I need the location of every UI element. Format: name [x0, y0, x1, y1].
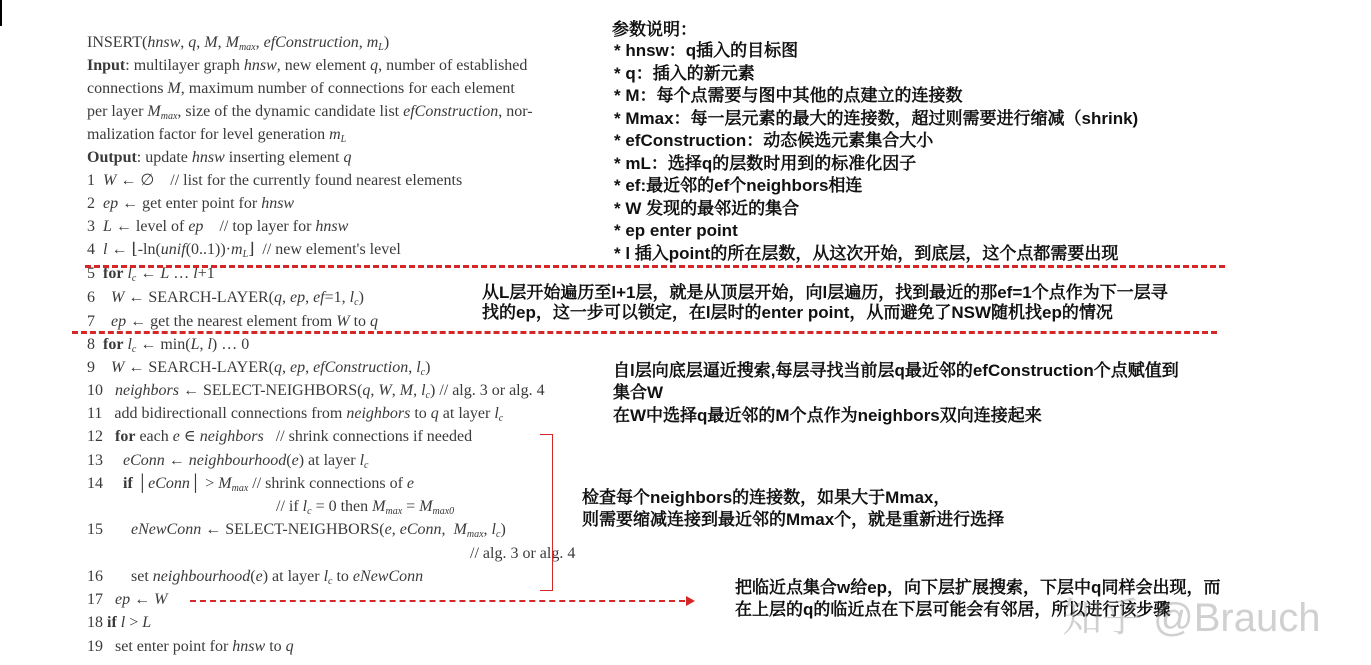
note2-line-1: 自l层向底层逼近搜索,每层寻找当前层q最近邻的efConstruction个点赋值到 — [613, 361, 1179, 380]
input-line-1: Input: multilayer graph hnsw, new element q, number of established — [87, 57, 528, 74]
algo-line-11: 11 add bidirectionall connections from neighbors to q at layer $l_c$ — [87, 405, 504, 424]
algo-line-17: 17 ep ← W — [87, 591, 168, 608]
params-title: 参数说明： — [612, 20, 697, 39]
algo-line-10: 10 neighbors ← SELECT-NEIGHBORS(q, W, M, $l_c$) // alg. 3 or alg. 4 — [87, 382, 545, 401]
algo-line-2: 2 ep ← get enter point for hnsw — [87, 195, 295, 212]
input-line-2: connections M, maximum number of connections for each element — [87, 80, 515, 97]
note1-line-1: 从L层开始遍历至l+1层，就是从顶层开始，向l层遍历，找到最近的那ef=1个点作为下一层寻 — [482, 283, 1168, 302]
algo-line-13: 13 eConn ← neighbourhood(e) at layer $l_c$ — [87, 452, 369, 471]
param-item: * ef:最近邻的ef个neighbors相连 — [614, 176, 863, 195]
input-line-3: per layer $M_{max}$, size of the dynamic candidate list efConstruction, nor- — [87, 103, 533, 122]
note4-line-1: 把临近点集合w给ep，向下层扩展搜索，下层中q同样会出现，而 — [735, 578, 1221, 597]
arrow-dash — [190, 600, 685, 602]
param-item: * W 发现的最邻近的集合 — [614, 198, 800, 218]
algo-line-6: 6 W ← SEARCH-LAYER(q, ep, ef=1, $l_c$) — [87, 289, 364, 308]
algo-line-4: 4 l ← $⌊-\ln(unif(0..1))\cdot m_L⌋$ // new element's level — [87, 241, 401, 260]
algo-line-14: 14 if │eConn│ > $M_{max}$ // shrink connections of e — [87, 475, 415, 494]
algo-line-1: 1 W ← ∅ // list for the currently found nearest elements — [87, 172, 463, 189]
algo-line-5: 5 for $l_c$ ← L … l+1 — [87, 265, 215, 284]
param-item: * M：每个点需要与图中其他的点建立的连接数 — [614, 86, 963, 105]
algo-line-15: 15 eNewConn ← SELECT-NEIGHBORS(e, eConn, $M_{max}$, $l_c$) — [87, 521, 506, 540]
algorithm-title: INSERT(hnsw, q, M, $M_{max}$, efConstruction, $m_L$) — [87, 34, 390, 53]
algo-line-15-cont: // alg. 3 or alg. 4 — [470, 545, 576, 562]
param-item: * l 插入point的所在层数，从这次开始，到底层，这个点都需要出现 — [614, 243, 1119, 263]
algo-line-12: 12 for each e ∈ neighbors // shrink connections if needed — [87, 428, 473, 445]
note2-line-2: 集合W — [613, 383, 664, 402]
shrink-bracket — [540, 434, 553, 591]
param-item: * Mmax：每一层元素的最大的连接数，超过则需要进行缩减（shrink) — [614, 108, 1139, 128]
param-item: * ep enter point — [614, 221, 738, 240]
param-item: * efConstruction：动态候选元素集合大小 — [614, 131, 934, 150]
separator-dash-bottom — [72, 331, 1217, 334]
param-item: * mL：选择q的层数时用到的标准化因子 — [614, 153, 917, 173]
algo-line-7: 7 ep ← get the nearest element from W to q — [87, 313, 379, 330]
arrow-head-icon — [686, 596, 695, 606]
param-item: * q：插入的新元素 — [614, 63, 755, 83]
output-line: Output: update hnsw inserting element q — [87, 149, 352, 166]
algo-line-16: 16 set neighbourhood(e) at layer $l_c$ to eNewConn — [87, 568, 424, 587]
watermark: 知乎 @Brauch — [1062, 596, 1321, 640]
note1-line-2: 找的ep，这一步可以锁定，在l层时的enter point，从而避免了NSW随机找ep的情况 — [482, 303, 1113, 322]
algo-line-14-cont: // if $l_c = 0$ then $M_{max} = M_{max0}$ — [276, 498, 455, 517]
algo-line-9: 9 W ← SEARCH-LAYER(q, ep, efConstruction, $l_c$) — [87, 359, 431, 378]
note4-line-2: 在上层的q的临近点在下层可能会有邻居，所以进行该步骤 — [735, 600, 1171, 619]
note3-line-1: 检查每个neighbors的连接数，如果大于Mmax， — [582, 488, 951, 507]
algo-line-3: 3 L ← level of ep // top layer for hnsw — [87, 218, 349, 235]
algo-line-19: 19 set enter point for hnsw to q — [87, 638, 294, 655]
input-line-4: malization factor for level generation $m_L$ — [87, 126, 347, 145]
note2-line-3: 在W中选择q最近邻的M个点作为neighbors双向连接起来 — [613, 406, 1042, 425]
algo-line-8: 8 for $l_c$ ← min(L, l) … 0 — [87, 336, 250, 355]
window-edge-mark — [0, 0, 2, 26]
note3-line-2: 则需要缩减连接到最近邻的Mmax个，就是重新进行选择 — [582, 510, 1005, 529]
separator-dash-top — [85, 265, 1225, 268]
algo-line-18: 18 if l > L — [87, 614, 152, 631]
param-item: * hnsw：q插入的目标图 — [614, 41, 799, 60]
